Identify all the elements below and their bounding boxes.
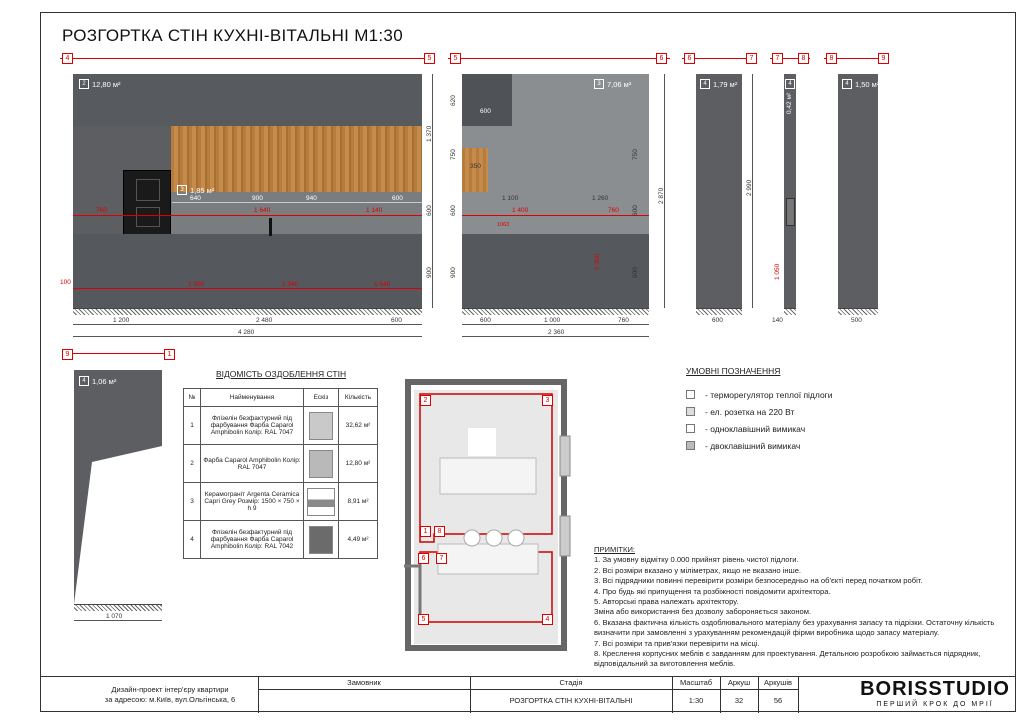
dim-label: 600 xyxy=(392,195,403,202)
floor-hatch xyxy=(74,604,162,611)
wall-elevation-3 xyxy=(696,74,742,308)
legend-item: - ел. розетка на 220 Вт xyxy=(686,403,833,420)
double-switch-icon xyxy=(686,441,695,450)
handle xyxy=(269,218,272,236)
swatch xyxy=(309,412,333,440)
legend-item: - двоклавішний вимикач xyxy=(686,437,833,454)
upper-cabinet xyxy=(462,74,512,126)
dim-label: 1 260 xyxy=(592,195,609,202)
dim-label-red: 1 640 xyxy=(254,207,271,214)
plan-marker: 8 xyxy=(434,526,445,537)
area-tag: 3 1,85 м² xyxy=(177,185,214,195)
dim-label: 640 xyxy=(190,195,201,202)
dim-label: 900 xyxy=(252,195,263,202)
socket-icon xyxy=(686,407,695,416)
section-line xyxy=(62,353,174,354)
plan-marker: 3 xyxy=(542,395,553,406)
dim-label: 600 xyxy=(632,205,639,216)
area-tag: 4 1,06 м² xyxy=(79,376,116,386)
section-marker: 6 xyxy=(684,53,695,64)
col-header: Кількість xyxy=(339,389,378,407)
note-item: 8. Креслення корпусних меблів є завданням для проектування. Детальною розробкою займається підрядник, відповідальний за виготовлення меблів. xyxy=(594,649,981,669)
dim-label-red: 1 400 xyxy=(512,207,529,214)
floor-hatch xyxy=(462,308,649,315)
dim-line xyxy=(73,336,422,337)
floor-hatch xyxy=(838,308,878,315)
col-header: № xyxy=(184,389,201,407)
dim-line xyxy=(73,324,422,325)
sheet-value: 32 xyxy=(734,696,744,705)
project-info: Дизайн-проект інтер'єру квартири за адресою: м.Київ, вул.Ольгінська, 6 xyxy=(104,685,236,704)
plan-marker: 6 xyxy=(418,553,429,564)
wall-elevation-5 xyxy=(838,74,878,308)
dim-label: 350 xyxy=(470,163,481,170)
section-marker: 4 xyxy=(62,53,73,64)
col-header: Найменування xyxy=(201,389,304,407)
dim-label: 900 xyxy=(426,267,433,278)
dim-label: 1 200 xyxy=(113,317,130,324)
dim-label: 600 xyxy=(480,108,491,115)
section-marker: 7 xyxy=(772,53,783,64)
dim-label: 1 100 xyxy=(502,195,519,202)
client-label: Замовник xyxy=(347,678,381,687)
finishes-heading: ВІДОМІСТЬ ОЗДОБЛЕННЯ СТІН xyxy=(216,369,347,379)
thermostat-icon xyxy=(686,390,695,399)
section-marker: 1 xyxy=(164,349,175,360)
legend-item: - одноклавішний вимикач xyxy=(686,420,833,437)
section-marker: 9 xyxy=(878,53,889,64)
dim-label: 750 xyxy=(450,149,457,160)
dim-label: 140 xyxy=(772,317,783,324)
legend xyxy=(686,366,833,454)
dim-line xyxy=(462,324,649,325)
dim-line xyxy=(74,620,162,621)
table-row: 4 Флізелін безфактурний під фарбування Фарба Caparol Amphibolin Колір: RAL 7042 4,49 м² xyxy=(184,521,378,559)
page-title: РОЗГОРТКА СТІН КУХНІ-ВІТАЛЬНІ М1:30 xyxy=(62,26,403,45)
single-switch-icon xyxy=(686,424,695,433)
col-header: Ескіз xyxy=(304,389,339,407)
section-marker: 7 xyxy=(746,53,757,64)
note-item: Зміна або використання без дозволу забороняється законом. xyxy=(594,607,812,617)
dim-label: 2 480 xyxy=(256,317,273,324)
floor-hatch xyxy=(73,308,422,315)
floor-hatch xyxy=(696,308,742,315)
plan-marker: 7 xyxy=(436,553,447,564)
notes-heading: ПРИМІТКИ: xyxy=(594,545,636,554)
legend-heading: УМОВНІ ПОЗНАЧЕННЯ xyxy=(686,366,781,376)
dim-label: 900 xyxy=(632,267,639,278)
note-item: 1. За умовну відмітку 0.000 прийнят рівень чистої підлоги. xyxy=(594,555,799,565)
dim-label-red: 760 xyxy=(96,207,107,214)
dim-label: 760 xyxy=(618,317,629,324)
section-marker: 8 xyxy=(826,53,837,64)
dim-label: 2 870 xyxy=(658,187,665,204)
backsplash xyxy=(171,192,422,234)
upper-cabinets xyxy=(73,74,422,126)
dim-label: 940 xyxy=(306,195,317,202)
dim-label: 750 xyxy=(632,149,639,160)
table-row: 3 Керамограніт Argenta Ceramica Capri Grey Розмір: 1500 × 750 × h 9 8,91 м² xyxy=(184,483,378,521)
section-marker: 5 xyxy=(450,53,461,64)
wall-elevation-1 xyxy=(73,74,422,308)
switch-block xyxy=(786,198,795,226)
sheet-label: Аркуш xyxy=(727,678,751,687)
section-marker: 5 xyxy=(424,53,435,64)
dim-label-red: 1 050 xyxy=(594,253,601,270)
dim-label: 1 070 xyxy=(106,613,123,620)
dim-line xyxy=(172,202,422,203)
lower-cabinets xyxy=(462,234,649,308)
dim-label: 2 990 xyxy=(746,179,753,196)
floor-plan xyxy=(398,376,574,656)
table-row: 1 Флізелін безфактурний під фарбування Фарба Caparol Amphibolin Колір: RAL 7047 32,62 м² xyxy=(184,407,378,445)
note-item: 6. Вказана фактична кількість оздоблювального матеріалу без урахування запасу та підрізки. Остаточну кількість визначити при замовленні з урахуванням рекомендацій фірми виробника щодо запасу матеріалу. xyxy=(594,617,995,638)
dim-label: 2 360 xyxy=(548,329,565,336)
section-line xyxy=(60,58,430,59)
note-item: 4. Про будь які припущення та розбіжності повідомити архітектора. xyxy=(594,586,831,596)
plan-marker: 1 xyxy=(420,526,431,537)
dim-label: 500 xyxy=(851,317,862,324)
wall-elevation-6 xyxy=(74,370,162,604)
dim-line-red xyxy=(462,215,649,216)
plan-marker: 2 xyxy=(420,395,431,406)
plan-marker: 4 xyxy=(542,614,553,625)
dim-label: 620 xyxy=(450,95,457,106)
section-line xyxy=(448,58,670,59)
dim-label: 900 xyxy=(450,267,457,278)
dim-label-red: 1 050 xyxy=(774,263,781,280)
dim-label-red: 100 xyxy=(60,279,71,286)
stage-label: Стадія xyxy=(559,678,583,687)
note-item: 2. Всі розміри вказано у міліметрах, якщо не вказано інше. xyxy=(594,565,802,575)
sheets-label: Аркушів xyxy=(764,678,792,687)
note-item: 3. Всі підрядники повинні перевірити розміри безпосередньо на об'єкті перед початком робіт. xyxy=(594,576,923,586)
legend-item: - терморегулятор теплої підлоги xyxy=(686,386,833,403)
dim-label: 600 xyxy=(712,317,723,324)
note-item: 5. Авторські права належать архітектору. xyxy=(594,597,739,607)
dim-label: 600 xyxy=(450,205,457,216)
area-tag: 3 7,06 м² xyxy=(594,79,631,89)
swatch xyxy=(307,488,335,516)
scale-value: 1:30 xyxy=(688,696,704,705)
area-tag: 4 1,50 м² xyxy=(842,79,879,89)
swatch xyxy=(309,526,333,554)
section-marker: 9 xyxy=(62,349,73,360)
dim-label: 1 370 xyxy=(426,125,433,142)
table-row: 2 Фарба Caparol Amphibolin Колір: RAL 7047 12,80 м² xyxy=(184,445,378,483)
area-tag: 4 xyxy=(785,79,795,89)
notes xyxy=(594,545,1006,670)
dim-label-red: 1 540 xyxy=(374,281,391,288)
wood-panel xyxy=(462,148,488,192)
brand-logo: BORISSTUDIO ПЕРШИЙ КРОК ДО МРІЇ xyxy=(860,678,1010,708)
dim-label: 1 000 xyxy=(544,317,561,324)
dim-label-red: 1 340 xyxy=(282,281,299,288)
floor-hatch xyxy=(784,308,796,315)
plan-marker: 5 xyxy=(418,614,429,625)
dim-label-red: 760 xyxy=(608,207,619,214)
wood-panel xyxy=(171,126,422,192)
dim-label-red: 1 140 xyxy=(366,207,383,214)
section-marker: 6 xyxy=(656,53,667,64)
dim-line-red xyxy=(73,288,422,289)
dim-label: 4 280 xyxy=(238,329,255,336)
dim-label-red: 1 300 xyxy=(188,281,205,288)
sheets-value: 56 xyxy=(773,696,783,705)
dim-label: 600 xyxy=(426,205,433,216)
area-tag: 4 1,79 м² xyxy=(700,79,737,89)
dim-line-red xyxy=(73,215,422,216)
wall-6-shape xyxy=(74,370,162,604)
finishes-table xyxy=(183,388,378,559)
scale-label: Масштаб xyxy=(679,678,713,687)
note-item: 7. Всі розміри та прив'язки перевірити на місці. xyxy=(594,638,760,648)
dim-label: 600 xyxy=(391,317,402,324)
sheet-name: РОЗГОРТКА СТІН КУХНІ-ВІТАЛЬНІ xyxy=(509,696,633,705)
dim-label: 0,42 м² xyxy=(786,92,793,114)
swatch xyxy=(309,450,333,478)
lower-cabinets xyxy=(73,234,422,308)
dim-label: 600 xyxy=(480,317,491,324)
socket-code: 1063 xyxy=(497,222,510,228)
area-tag: 2 12,80 м² xyxy=(79,79,121,89)
section-marker: 8 xyxy=(798,53,809,64)
dim-line xyxy=(462,336,649,337)
